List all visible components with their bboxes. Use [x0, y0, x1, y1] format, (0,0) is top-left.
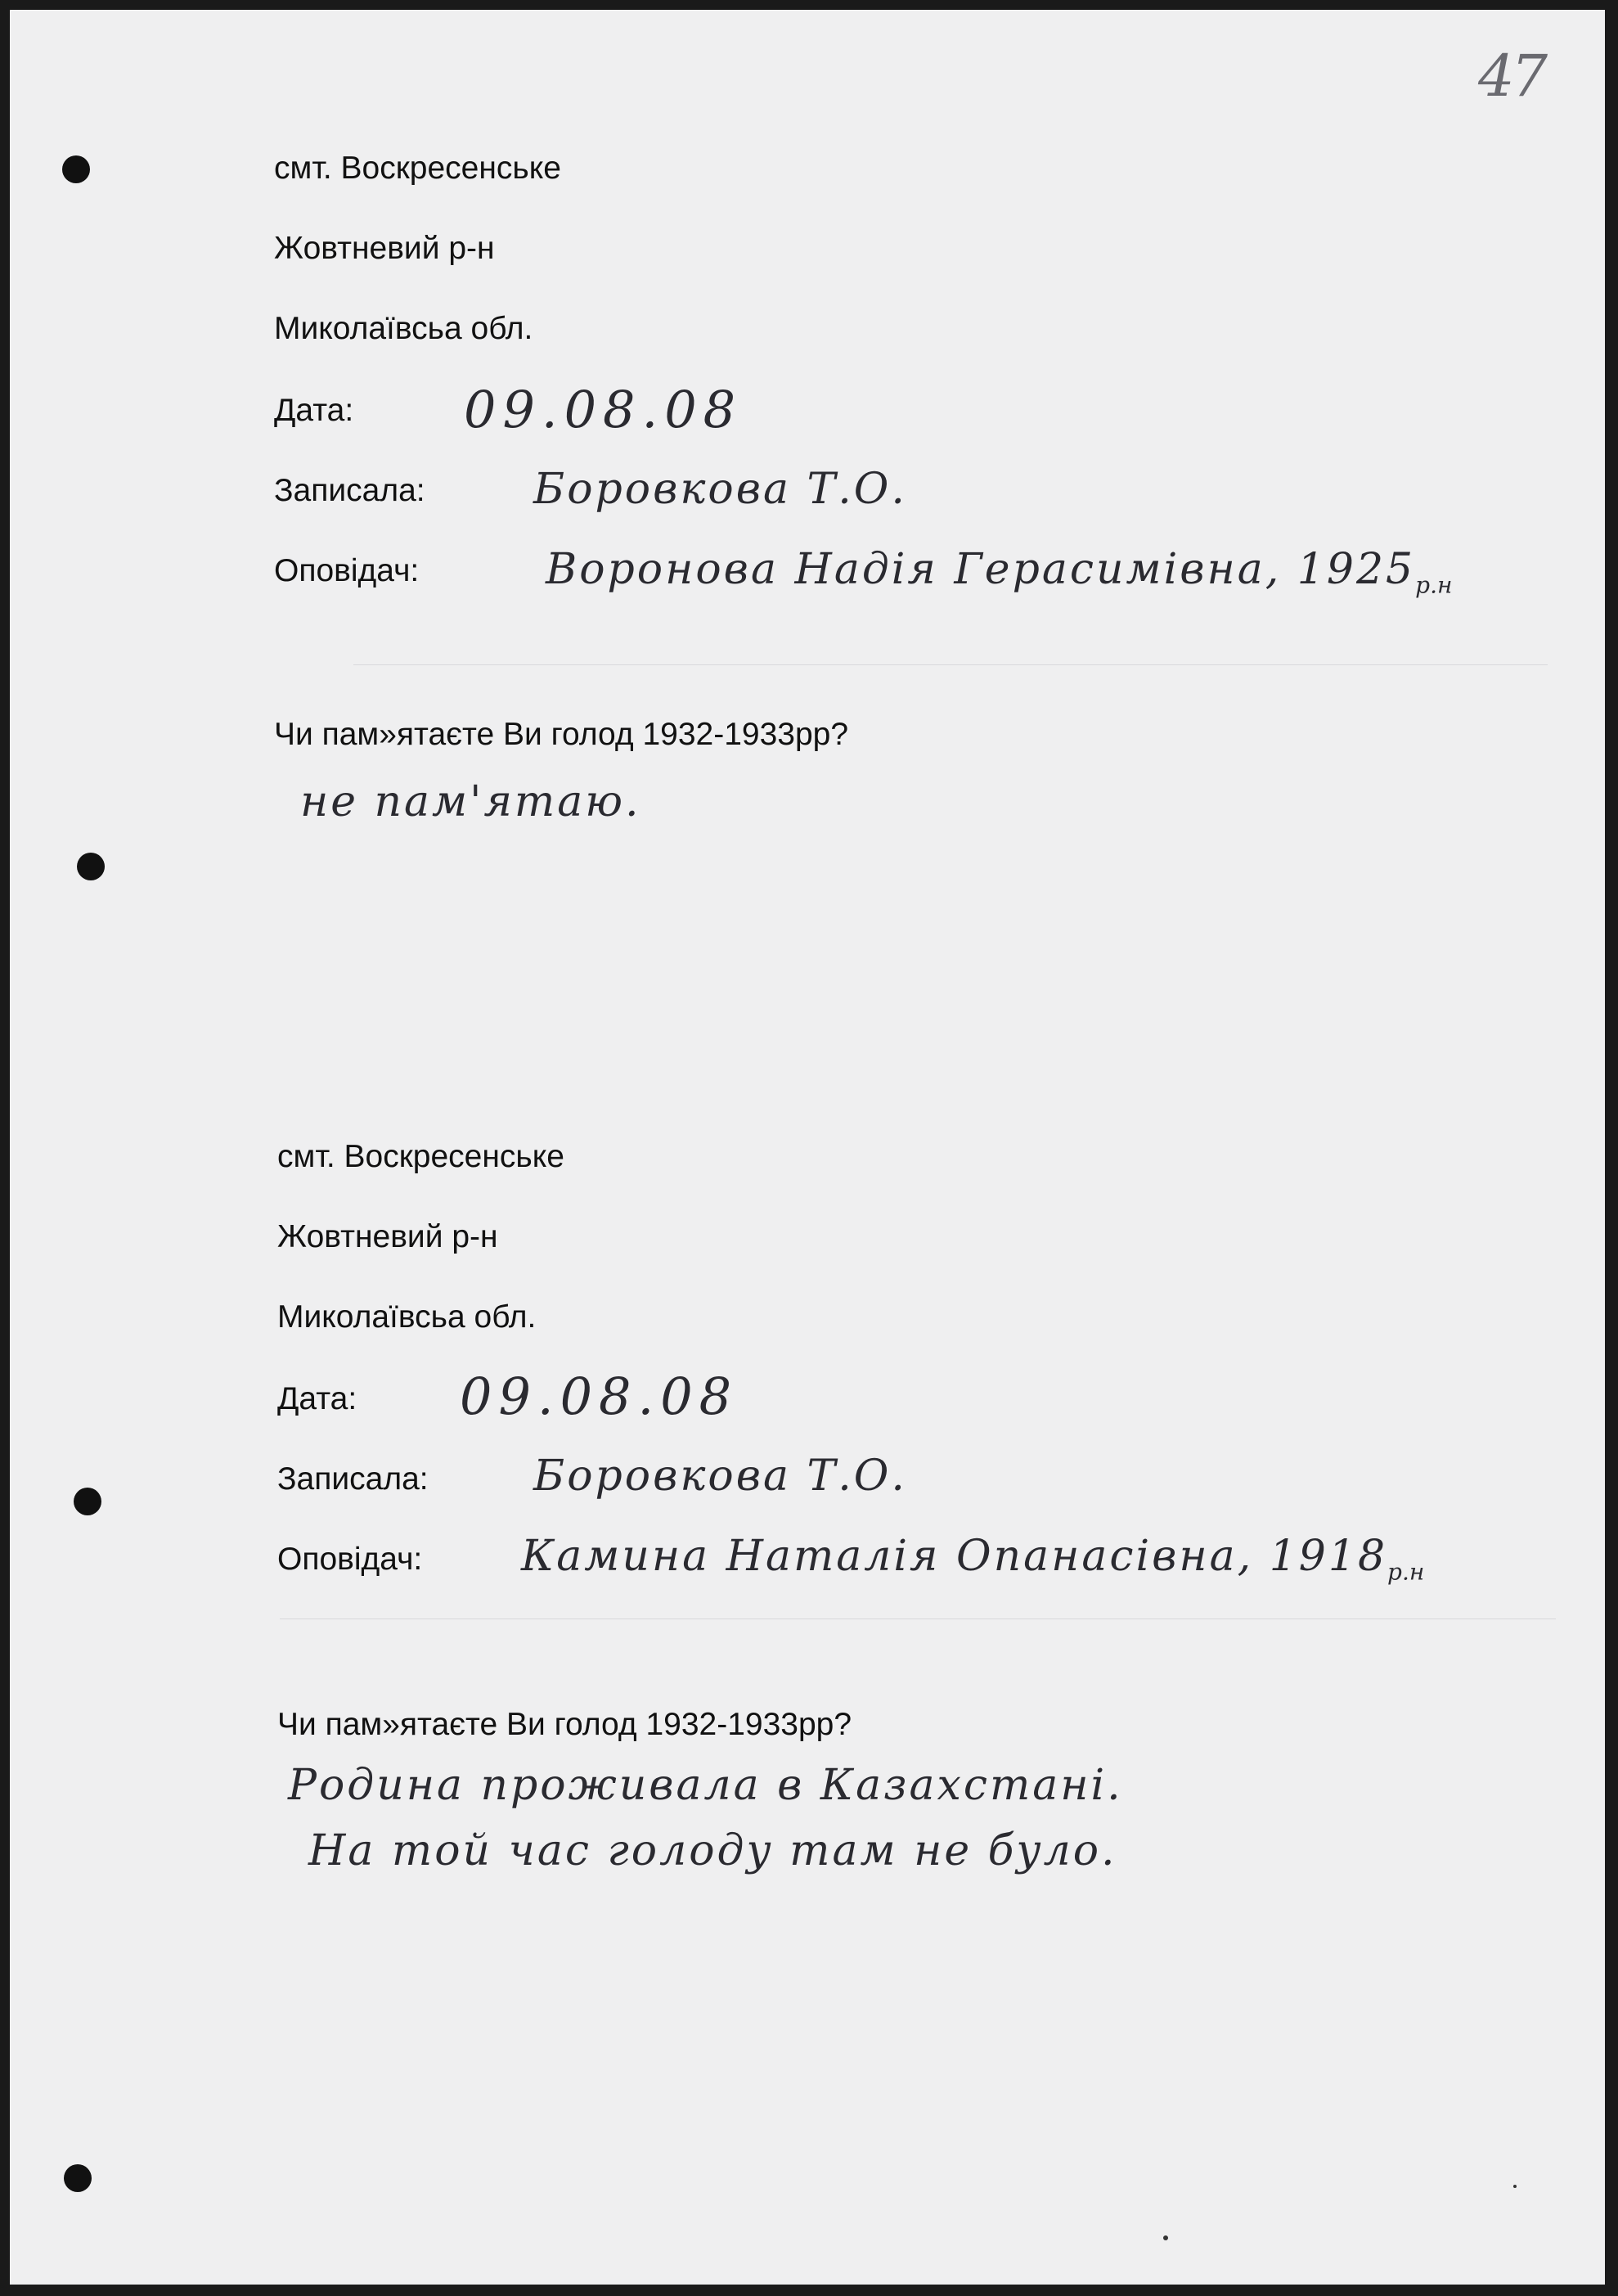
narrator-name: Воронова Надія Герасимівна, 1925	[546, 545, 1416, 594]
answer-line: На той час голоду там не було.	[308, 1826, 1117, 1875]
narrator-suffix: р.н	[1387, 1558, 1425, 1586]
document-page	[10, 10, 1605, 2285]
region: Миколаївсьа обл.	[277, 1299, 537, 1335]
paper-speck	[1163, 2235, 1168, 2240]
punch-hole	[77, 853, 105, 880]
district: Жовтневий р-н	[277, 1219, 498, 1254]
date-value: 09.08.08	[460, 1366, 739, 1426]
paper-speck	[1513, 2185, 1517, 2188]
narrator-suffix: р.н	[1415, 571, 1453, 599]
recorder-label: Записала:	[274, 473, 425, 508]
recorder-value: Боровкова Т.О.	[533, 1452, 907, 1501]
punch-hole	[74, 1488, 101, 1515]
question: Чи пам»ятаєте Ви голод 1932-1933рр?	[274, 717, 849, 752]
settlement: смт. Воскресенське	[277, 1139, 564, 1174]
date-value: 09.08.08	[464, 380, 743, 439]
narrator-value	[546, 545, 1452, 598]
answer-line: не пам'ятаю.	[300, 777, 641, 826]
settlement: смт. Воскресенське	[274, 151, 561, 186]
question: Чи пам»ятаєте Ви голод 1932-1933рр?	[277, 1707, 852, 1742]
narrator-name: Камина Наталія Опанасівна, 1918	[521, 1532, 1388, 1581]
answer-line: Родина проживала в Казахстані.	[288, 1761, 1123, 1810]
recorder-value: Боровкова Т.О.	[533, 465, 907, 514]
narrator-label: Оповідач:	[277, 1542, 423, 1577]
page-number: 47	[1478, 43, 1545, 110]
punch-hole	[64, 2164, 92, 2192]
narrator-label: Оповідач:	[274, 553, 420, 588]
faint-rule	[280, 1618, 1556, 1619]
recorder-label: Записала:	[277, 1461, 429, 1497]
punch-hole	[62, 155, 90, 183]
date-label: Дата:	[277, 1381, 357, 1416]
district: Жовтневий р-н	[274, 231, 495, 266]
faint-rule	[353, 664, 1548, 665]
narrator-value	[521, 1532, 1424, 1585]
date-label: Дата:	[274, 393, 354, 428]
region: Миколаївсьа обл.	[274, 311, 533, 346]
